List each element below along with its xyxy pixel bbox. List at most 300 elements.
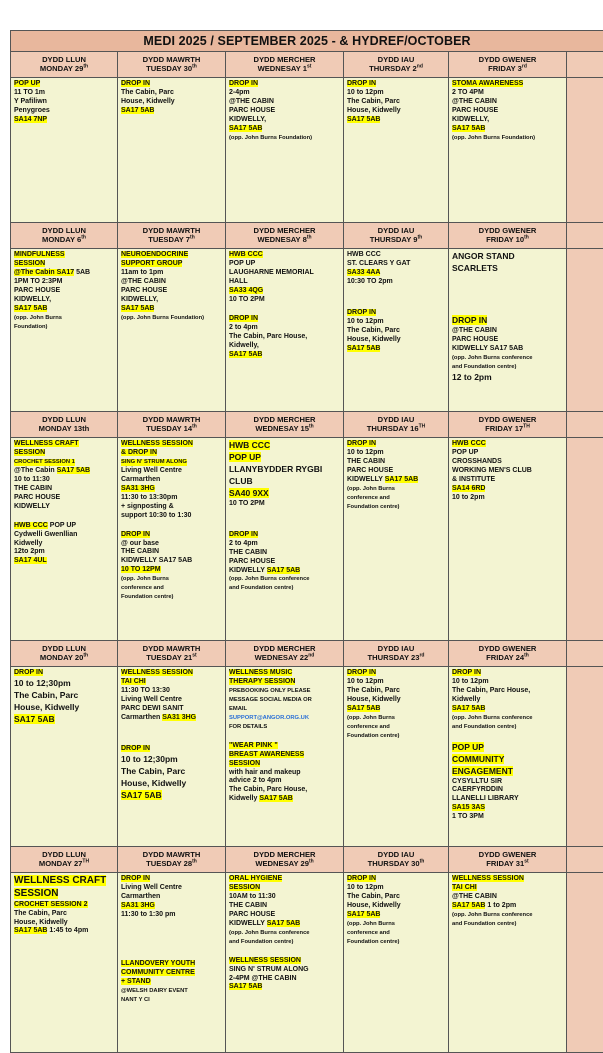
event-text: @The Cabin <box>14 467 57 474</box>
event-text: POP UP <box>48 522 76 529</box>
highlighted-text: TAI CHI <box>452 884 477 891</box>
day-name-welsh: DYDD MAWRTH <box>143 226 201 235</box>
highlighted-text: SA17 4UL <box>14 557 47 564</box>
day-name-welsh: DYDD MERCHER <box>253 226 315 235</box>
highlighted-text: CROCHET SESSION 2 <box>14 901 88 908</box>
date-suffix: th <box>309 858 314 864</box>
event-text: KIDWELLY, <box>14 296 51 303</box>
highlighted-text: COMMUNITY CENTRE <box>121 969 195 976</box>
event-text: 10 TO 2PM <box>229 296 265 303</box>
event-text: Foundation) <box>14 324 47 331</box>
highlighted-text: ORAL HYGIENE <box>229 875 282 882</box>
event-text: (opp. John Burns <box>121 576 169 583</box>
event-text: 2 TO 4PM <box>452 89 484 96</box>
event-text: @THE CABIN <box>452 327 497 334</box>
event-text: FOR DETAILS <box>229 724 267 731</box>
title-row <box>11 31 603 52</box>
highlighted-text: 10 TO 12PM <box>121 566 161 573</box>
highlighted-text: SA33 4QG <box>229 287 263 294</box>
event-text: LLANELLI LIBRARY <box>452 795 519 802</box>
event-text: House, Kidwelly <box>347 107 401 114</box>
event-text: The Cabin, Parc House, <box>452 687 530 694</box>
day-name-welsh: DYDD IAU <box>378 644 415 653</box>
highlighted-text: SA17 5AB <box>121 107 154 114</box>
event-text: Kidwelly <box>452 696 480 703</box>
day-name-english: TUESDAY 30 <box>146 64 192 73</box>
date-suffix: st <box>524 858 528 864</box>
highlighted-text: DROP IN <box>347 80 376 87</box>
highlighted-text: SA31 3HG <box>121 902 155 909</box>
event-cell <box>449 249 567 412</box>
day-header <box>449 223 567 249</box>
day-name-english: WEDNESAY 29 <box>255 859 309 868</box>
highlighted-text: SA17 5AB <box>267 567 300 574</box>
day-name-english: THURSDAY 23 <box>368 653 420 662</box>
date-suffix: TH <box>82 858 89 864</box>
event-text: Foundation centre) <box>121 594 174 601</box>
highlighted-text: TAI CHI <box>121 678 146 685</box>
event-text: PARC HOUSE <box>121 287 167 294</box>
event-text: (opp. John Burns <box>347 486 395 493</box>
event-text: 10 to 12pm <box>347 884 384 891</box>
event-text: The Cabin, Parc <box>14 690 78 700</box>
date-suffix: th <box>192 858 197 864</box>
day-name-welsh: DYDD LLUN <box>42 415 86 424</box>
event-text: The Cabin, Parc House, <box>229 333 307 340</box>
day-name-welsh: DYDD LLUN <box>42 55 86 64</box>
event-text: (opp. John Burns conference <box>229 930 310 937</box>
highlighted-text: SESSION <box>229 760 260 767</box>
date-suffix: th <box>83 652 88 658</box>
day-header <box>449 847 567 873</box>
highlighted-text: DROP IN <box>121 875 150 882</box>
date-suffix: st <box>307 63 311 69</box>
event-text: 2-4PM @THE CABIN <box>229 975 297 982</box>
day-name-welsh: DYDD GWENER <box>479 415 537 424</box>
event-text: 10 to 12pm <box>347 449 384 456</box>
event-text: Cydwelli Gwenllian <box>14 531 77 538</box>
event-text: conference and <box>347 930 390 937</box>
event-text: 12to 2pm <box>14 548 45 555</box>
date-suffix: nd <box>308 652 314 658</box>
date-suffix: th <box>524 234 529 240</box>
date-suffix: th <box>420 858 425 864</box>
event-text: (opp. John Burns conference <box>452 355 533 362</box>
week-row <box>11 249 603 412</box>
event-text: The Cabin, Parc <box>347 327 400 334</box>
event-text: 10AM to 11:30 <box>229 893 276 900</box>
highlighted-text: STOMA AWARENESS <box>452 80 523 87</box>
calendar-title: MEDI 2025 / SEPTEMBER 2025 - & HYDREF/OCTOBER <box>11 31 603 52</box>
event-text: (opp. John Burns Foundation) <box>229 135 312 142</box>
event-text: House, Kidwelly <box>347 696 401 703</box>
event-text: 1PM TO 2:3PM <box>14 278 63 285</box>
event-text: SING N' STRUM ALONG <box>229 966 309 973</box>
blank-column <box>567 641 603 667</box>
highlighted-text: HWB CCC <box>229 440 270 450</box>
event-text: 10:30 TO 2pm <box>347 278 393 285</box>
date-suffix: TH <box>419 423 426 429</box>
event-text: (opp. John Burns Foundation) <box>121 315 204 322</box>
blank-column <box>567 52 603 78</box>
highlighted-text: SA17 5AB <box>267 920 300 927</box>
event-text: 10 to 12;30pm <box>14 678 71 688</box>
event-cell <box>118 78 226 223</box>
day-name-english: WEDNESAY 22 <box>255 653 309 662</box>
event-text: 11am to 1pm <box>121 269 163 276</box>
highlighted-text: SA17 5AB <box>14 305 47 312</box>
event-text: Kidwelly, <box>229 342 259 349</box>
blank-column <box>567 847 603 873</box>
event-text: conference and <box>347 495 390 502</box>
event-text: 2 to 4pm <box>229 540 258 547</box>
event-text: POP UP <box>452 449 478 456</box>
event-text: (opp. John Burns <box>347 921 395 928</box>
event-text: CYSYLLTU SIR <box>452 778 502 785</box>
event-cell <box>449 873 567 1053</box>
event-text: Y Pafiliwn <box>14 98 47 105</box>
event-cell <box>11 667 118 847</box>
date-suffix: th <box>307 234 312 240</box>
week-header <box>11 641 603 667</box>
event-text: conference and <box>121 585 164 592</box>
day-name-english: MONDAY 27 <box>39 859 82 868</box>
highlighted-text: DROP IN <box>452 669 481 676</box>
spacer <box>14 512 114 522</box>
day-name-welsh: DYDD LLUN <box>42 226 86 235</box>
highlighted-text: CROCHET SESSION 1 <box>14 459 75 466</box>
event-text: Living Well Centre <box>121 467 182 474</box>
week-header <box>11 52 603 78</box>
highlighted-text: SA17 5AB <box>14 927 47 934</box>
event-text: @WELSH DAIRY EVENT <box>121 988 188 995</box>
event-text: THE CABIN <box>347 458 385 465</box>
event-text: KIDWELLY <box>347 476 385 483</box>
day-name-english: TUESDAY 7 <box>148 235 190 244</box>
event-text: CAERFYRDDIN <box>452 786 503 793</box>
highlighted-text: SA17 5AB <box>385 476 418 483</box>
event-text: Carmarthen <box>121 893 160 900</box>
highlighted-text: DROP IN <box>452 315 487 325</box>
blank-column <box>567 667 603 847</box>
highlighted-text: SESSION <box>14 449 45 456</box>
highlighted-text: SA17 5AB <box>57 467 90 474</box>
day-name-welsh: DYDD IAU <box>378 415 415 424</box>
event-text: (opp. John Burns conference <box>229 576 310 583</box>
event-text: Living Well Centre <box>121 884 182 891</box>
event-text: LAUGHARNE MEMORIAL <box>229 269 314 276</box>
highlighted-text: HWB CCC <box>452 440 486 447</box>
event-text: (opp. John Burns Foundation) <box>452 135 535 142</box>
highlighted-text: COMMUNITY <box>452 754 504 764</box>
day-name-english: MONDAY 13th <box>39 424 90 433</box>
event-text: @THE CABIN <box>452 98 497 105</box>
highlighted-text: WELLNESS CRAFT <box>14 440 79 447</box>
highlighted-text: DROP IN <box>347 440 376 447</box>
highlighted-text: DROP IN <box>121 745 150 752</box>
event-text: The Cabin, Parc <box>14 910 67 917</box>
highlighted-text: DROP IN <box>229 531 258 538</box>
highlighted-text: POP UP <box>229 452 261 462</box>
highlighted-text: SA17 5AB <box>121 790 162 800</box>
event-text: Kidwelly <box>14 540 42 547</box>
day-name-english: THURSDAY 2 <box>369 64 417 73</box>
date-suffix: nd <box>417 63 423 69</box>
highlighted-text: SA17 5AB <box>452 902 485 909</box>
day-header <box>344 641 449 667</box>
event-text: 11:30 to 1:30 pm <box>121 911 175 918</box>
event-text: House, Kidwelly <box>121 98 175 105</box>
highlighted-text: SA31 3HG <box>121 485 155 492</box>
event-text: CROSSHANDS <box>452 458 502 465</box>
day-name-welsh: DYDD MERCHER <box>253 55 315 64</box>
date-suffix: th <box>524 652 529 658</box>
day-header <box>344 52 449 78</box>
event-text: 11:30 TO 13:30 <box>121 687 170 694</box>
highlighted-text: HWB CCC <box>14 522 48 529</box>
event-text: The Cabin, Parc <box>347 98 400 105</box>
event-cell <box>226 438 344 641</box>
highlighted-text: HWB CCC <box>229 251 263 258</box>
event-text: CLUB <box>229 476 253 486</box>
day-name-welsh: DYDD MERCHER <box>253 415 315 424</box>
day-name-english: TUESDAY 21 <box>146 653 192 662</box>
event-text: PARC HOUSE <box>14 287 60 294</box>
highlighted-text: SA31 3HG <box>162 714 196 721</box>
event-text: HWB CCC <box>347 251 381 258</box>
day-header <box>226 52 344 78</box>
spacer <box>452 732 563 742</box>
highlighted-text: WELLNESS CRAFT <box>14 875 106 886</box>
event-text: PARC HOUSE <box>347 467 393 474</box>
event-text: PREBOOKING ONLY PLEASE <box>229 688 311 695</box>
day-name-english: MONDAY 6 <box>42 235 81 244</box>
day-name-english: WEDNESAY 1 <box>258 64 307 73</box>
event-cell <box>226 78 344 223</box>
day-name-welsh: DYDD GWENER <box>479 644 537 653</box>
day-name-english: FRIDAY 24 <box>486 653 524 662</box>
day-name-welsh: DYDD GWENER <box>479 850 537 859</box>
event-text: and Foundation centre) <box>229 939 293 946</box>
event-text: and Foundation centre) <box>229 585 293 592</box>
highlighted-text: BREAST AWARENESS <box>229 751 304 758</box>
day-header <box>226 641 344 667</box>
spacer <box>121 521 222 531</box>
highlighted-text: WELLNESS SESSION <box>121 440 193 447</box>
highlighted-text: SA17 5AB <box>121 305 154 312</box>
event-text: KIDWELLY SA17 5AB <box>121 557 192 564</box>
event-text: 10 to 11:30 <box>14 476 50 483</box>
highlighted-text: MINDFULNESS <box>14 251 65 258</box>
day-header <box>11 52 118 78</box>
day-name-english: MONDAY 20 <box>40 653 83 662</box>
highlighted-text: SA17 5AB <box>452 705 485 712</box>
highlighted-text: DROP IN <box>229 80 258 87</box>
day-name-english: FRIDAY 3 <box>488 64 522 73</box>
week-row <box>11 438 603 641</box>
highlighted-text: THERAPY SESSION <box>229 678 295 685</box>
date-suffix: th <box>83 63 88 69</box>
event-text: Foundation centre) <box>347 939 400 946</box>
event-text: KIDWELLY <box>14 503 50 510</box>
date-suffix: rd <box>419 652 424 658</box>
day-name-english: THURSDAY 9 <box>370 235 418 244</box>
day-name-welsh: DYDD LLUN <box>42 644 86 653</box>
event-text: SUPPORT@ANGOR.ORG.UK <box>229 715 309 722</box>
day-header <box>449 412 567 438</box>
event-text: THE CABIN <box>121 548 159 555</box>
event-cell <box>226 667 344 847</box>
event-cell <box>344 78 449 223</box>
date-suffix: th <box>192 63 197 69</box>
event-text: Carmarthen <box>121 714 162 721</box>
date-suffix: th <box>417 234 422 240</box>
event-cell <box>344 667 449 847</box>
week-row <box>11 667 603 847</box>
event-cell <box>11 438 118 641</box>
event-text: LLANYBYDDER RYGBI <box>229 464 322 474</box>
day-name-welsh: DYDD GWENER <box>479 55 537 64</box>
event-text: PARC HOUSE <box>452 336 498 343</box>
event-text: WORKING MEN'S CLUB <box>452 467 532 474</box>
event-cell <box>344 249 449 412</box>
day-header <box>226 223 344 249</box>
event-text: 10 to 12pm <box>347 89 384 96</box>
event-cell <box>11 249 118 412</box>
event-text: 11:30 to 13:30pm <box>121 494 177 501</box>
spacer <box>121 723 222 745</box>
day-header <box>344 223 449 249</box>
blank-column <box>567 873 603 1053</box>
event-text: support 10:30 to 1:30 <box>121 512 191 519</box>
event-cell <box>11 873 118 1053</box>
event-text: 2 to 4pm <box>229 324 258 331</box>
highlighted-text: WELLNESS SESSION <box>121 669 193 676</box>
event-text: PARC HOUSE <box>14 494 60 501</box>
event-text: and Foundation centre) <box>452 724 516 731</box>
event-text: KIDWELLY <box>229 567 267 574</box>
event-text: House, Kidwelly <box>14 919 68 926</box>
day-header <box>11 847 118 873</box>
day-name-welsh: DYDD IAU <box>378 226 415 235</box>
highlighted-text: SA17 5AB <box>347 705 380 712</box>
day-name-english: FRIDAY 17 <box>485 424 523 433</box>
day-header <box>118 847 226 873</box>
day-name-welsh: DYDD MAWRTH <box>143 644 201 653</box>
highlighted-text: SUPPORT GROUP <box>121 260 182 267</box>
event-text: @THE CABIN <box>229 98 274 105</box>
blank-column <box>567 249 603 412</box>
highlighted-text: POP UP <box>14 80 40 87</box>
event-text: KIDWELLY <box>229 920 267 927</box>
highlighted-text: DROP IN <box>121 531 150 538</box>
event-text: EMAIL <box>229 706 247 713</box>
highlighted-text: SA17 5AB <box>347 911 380 918</box>
event-text: with hair and makeup <box>229 769 301 776</box>
highlighted-text: SA17 5AB <box>14 714 55 724</box>
day-header <box>118 412 226 438</box>
day-name-welsh: DYDD MERCHER <box>253 850 315 859</box>
event-text: Foundation centre) <box>347 733 400 740</box>
day-header <box>118 641 226 667</box>
week-header <box>11 412 603 438</box>
highlighted-text: SA15 3AS <box>452 804 485 811</box>
week-header <box>11 223 603 249</box>
day-name-welsh: DYDD GWENER <box>479 226 537 235</box>
event-text: + signposting & <box>121 503 174 510</box>
event-cell <box>344 438 449 641</box>
date-suffix: th <box>81 234 86 240</box>
day-name-welsh: DYDD MAWRTH <box>143 850 201 859</box>
highlighted-text: SA17 5AB <box>347 345 380 352</box>
event-text: advice 2 to 4pm <box>229 777 282 784</box>
highlighted-text: DROP IN <box>229 315 258 322</box>
event-text: 10 to 2pm <box>452 494 485 501</box>
highlighted-text: SESSION <box>14 888 58 899</box>
event-text: conference and <box>347 724 390 731</box>
event-cell <box>226 873 344 1053</box>
event-text: POP UP <box>229 260 255 267</box>
day-name-english: WEDNESAY 15 <box>255 424 309 433</box>
event-text: 1:45 to 4pm <box>47 927 88 934</box>
blank-column <box>567 412 603 438</box>
event-text: @THE CABIN <box>121 278 166 285</box>
highlighted-text: & DROP IN <box>121 449 157 456</box>
calendar-table <box>10 30 603 1053</box>
highlighted-text: DROP IN <box>347 875 376 882</box>
event-text: KIDWELLY, <box>121 296 158 303</box>
event-text: 10 to 12pm <box>452 678 489 685</box>
event-cell <box>449 78 567 223</box>
event-text: Penygroes <box>14 107 50 114</box>
highlighted-text: DROP IN <box>347 669 376 676</box>
event-text: PARC HOUSE <box>229 107 275 114</box>
highlighted-text: SA17 5AB <box>229 983 262 990</box>
highlighted-text: SA14 7NP <box>14 116 47 123</box>
event-text: PARC DEWI SANIT <box>121 705 183 712</box>
day-name-english: TUESDAY 28 <box>146 859 192 868</box>
event-text: 10 to 12pm <box>347 678 384 685</box>
date-suffix: th <box>190 234 195 240</box>
day-name-welsh: DYDD LLUN <box>42 850 86 859</box>
event-text: HALL <box>229 278 248 285</box>
spacer <box>229 947 340 957</box>
day-name-welsh: DYDD IAU <box>378 55 415 64</box>
highlighted-text: + STAND <box>121 978 151 985</box>
highlighted-text: "WEAR PINK " <box>229 742 278 749</box>
event-text: @ our base <box>121 540 159 547</box>
highlighted-text: DROP IN <box>121 80 150 87</box>
event-text: The Cabin, Parc <box>347 893 400 900</box>
day-name-welsh: DYDD MAWRTH <box>143 415 201 424</box>
event-text: and Foundation centre) <box>452 364 516 371</box>
spacer <box>452 275 563 315</box>
event-text: House, Kidwelly <box>14 702 79 712</box>
event-text: PARC HOUSE <box>229 558 275 565</box>
day-name-english: FRIDAY 31 <box>486 859 524 868</box>
event-text: PARC HOUSE <box>452 107 498 114</box>
event-text: PARC HOUSE <box>229 911 275 918</box>
highlighted-text: @The Cabin SA17 <box>14 269 74 276</box>
event-text: The Cabin, Parc <box>121 766 185 776</box>
highlighted-text: SESSION <box>229 884 260 891</box>
event-text: Kidwelly <box>229 795 259 802</box>
event-text: (opp. John Burns conference <box>452 715 533 722</box>
blank-column <box>567 438 603 641</box>
highlighted-text: DROP IN <box>14 669 43 676</box>
day-name-welsh: DYDD MERCHER <box>253 644 315 653</box>
highlighted-text: SESSION <box>14 260 45 267</box>
